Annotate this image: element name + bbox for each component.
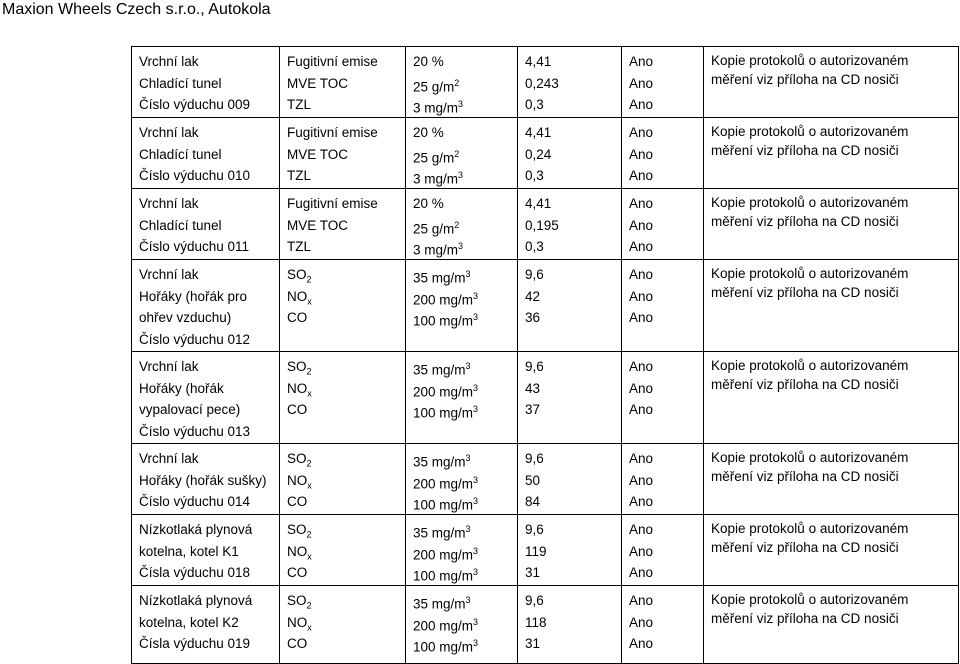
emission-limit-cell [406, 189, 518, 260]
compliance-status: Ano [629, 217, 654, 233]
measured-value: 4,41 [525, 196, 552, 211]
emission-limit: 35 $mg/m^3$ [413, 595, 471, 612]
emission-limit: 200 $mg/m^3$ [413, 474, 479, 491]
pollutant: Fugitivní emise [287, 196, 378, 211]
measured-value: 0,195 [525, 217, 559, 233]
table-row [132, 515, 959, 586]
emission-limit: 25 $g/m^2$ [413, 148, 460, 165]
emission-limit: 35 $mg/m^3$ [413, 269, 471, 286]
emission-limit-cell [406, 47, 518, 118]
compliance-status-cell [622, 352, 704, 444]
pollutant: CO [287, 494, 308, 509]
measured-value-cell [518, 515, 622, 586]
table-row [132, 586, 959, 664]
note-cell [704, 352, 959, 444]
measured-value: 42 [525, 288, 541, 304]
emission-source: Nízkotlaká plynová kotelna, kotel K1 Čísla výduchu 018 [139, 522, 253, 580]
compliance-status: Ano [629, 614, 654, 630]
pollutant: $NO_x$ [287, 288, 312, 307]
protocol-note: Kopie protokolů o autorizovaném měření viz příloha na CD nosiči [711, 521, 909, 555]
compliance-status-cell [622, 586, 704, 664]
emission-limit: 200 $mg/m^3$ [413, 545, 479, 562]
emission-limit: 20 % [413, 125, 444, 140]
measured-value: 36 [525, 310, 541, 325]
pollutant: CO [287, 565, 308, 580]
measured-value: 43 [525, 380, 541, 396]
emission-source-cell [132, 189, 280, 260]
table-row [132, 118, 959, 189]
emission-limit: 100 $mg/m^3$ [413, 404, 479, 421]
measured-value: 37 [525, 402, 541, 417]
note-cell [704, 47, 959, 118]
emission-source-cell [132, 586, 280, 664]
emission-limit: 200 $mg/m^3$ [413, 290, 479, 307]
compliance-status: Ano [629, 522, 654, 537]
emission-source-cell [132, 352, 280, 444]
compliance-status: Ano [629, 168, 654, 183]
measured-value-cell [518, 189, 622, 260]
note-cell [704, 189, 959, 260]
compliance-status: Ano [629, 494, 654, 509]
protocol-note: Kopie protokolů o autorizovaném měření viz příloha na CD nosiči [711, 53, 909, 87]
emission-source: Vrchní lak Hořáky (hořák vypalovací pece) Číslo výduchu 013 [139, 359, 251, 439]
pollutant-cell [280, 189, 406, 260]
emission-source-cell [132, 444, 280, 515]
protocol-note: Kopie protokolů o autorizovaném měření viz příloha na CD nosiči [711, 358, 909, 392]
note-cell [704, 586, 959, 664]
emission-source: Vrchní lak Hořáky (hořák sušky) Číslo výduchu 014 [139, 451, 267, 509]
measured-value-cell [518, 47, 622, 118]
pollutant: $NO_x$ [287, 472, 312, 491]
emission-source: Vrchní lak Chladící tunel Číslo výduchu 009 [139, 54, 251, 112]
emission-source-cell [132, 47, 280, 118]
measured-value: 0,3 [525, 97, 544, 112]
pollutant-cell [280, 260, 406, 352]
measured-value-cell [518, 586, 622, 664]
emission-limit: 3 $mg/m^3$ [413, 241, 464, 258]
emission-limit: 35 $mg/m^3$ [413, 524, 471, 541]
emission-limit-cell [406, 260, 518, 352]
emission-limit-cell [406, 586, 518, 664]
measured-value: 119 [525, 543, 547, 559]
measured-value: 50 [525, 472, 541, 488]
emission-limit: 100 $mg/m^3$ [413, 638, 479, 655]
emission-limit: 100 $mg/m^3$ [413, 312, 479, 329]
compliance-status: Ano [629, 565, 654, 580]
measured-value: 0,3 [525, 168, 544, 183]
measured-value-cell [518, 260, 622, 352]
note-cell [704, 118, 959, 189]
emission-source: Nízkotlaká plynová kotelna, kotel K2 Čísla výduchu 019 [139, 593, 253, 651]
compliance-status: Ano [629, 239, 654, 254]
pollutant: CO [287, 636, 308, 651]
measured-value: 0,24 [525, 146, 552, 162]
compliance-status: Ano [629, 97, 654, 112]
pollutant-cell [280, 515, 406, 586]
emission-source: Vrchní lak Chladící tunel Číslo výduchu 011 [139, 196, 250, 254]
measured-value-cell [518, 444, 622, 515]
table-row [132, 47, 959, 118]
pollutant: $NO_x$ [287, 380, 312, 399]
emission-limit: 100 $mg/m^3$ [413, 567, 479, 584]
compliance-status: Ano [629, 146, 654, 162]
pollutant-cell [280, 352, 406, 444]
protocol-note: Kopie protokolů o autorizovaném měření viz příloha na CD nosiči [711, 124, 909, 158]
measured-value: 9,6 [525, 593, 544, 608]
pollutant-cell [280, 118, 406, 189]
emission-limit: 200 $mg/m^3$ [413, 382, 479, 399]
measured-value-cell [518, 352, 622, 444]
pollutant: MVE TOC [287, 217, 349, 233]
note-cell [704, 260, 959, 352]
pollutant: $SO_2$ [287, 359, 312, 377]
page-title: Maxion Wheels Czech s.r.o., Autokola [2, 1, 271, 18]
protocol-note: Kopie protokolů o autorizovaném měření viz příloha na CD nosiči [711, 195, 909, 229]
emission-limit: 200 $mg/m^3$ [413, 616, 479, 633]
compliance-status: Ano [629, 593, 654, 608]
compliance-status: Ano [629, 125, 654, 140]
compliance-status: Ano [629, 359, 654, 374]
emission-limit: 25 $g/m^2$ [413, 219, 460, 236]
pollutant: TZL [287, 239, 312, 254]
compliance-status-cell [622, 189, 704, 260]
pollutant: Fugitivní emise [287, 54, 378, 69]
emission-limit-cell [406, 515, 518, 586]
emission-source-cell [132, 260, 280, 352]
pollutant: TZL [287, 97, 312, 112]
measured-value: 9,6 [525, 359, 544, 374]
pollutant-cell [280, 444, 406, 515]
note-cell [704, 515, 959, 586]
measured-value: 84 [525, 494, 541, 509]
emission-limit: 3 $mg/m^3$ [413, 99, 464, 116]
pollutant-cell [280, 586, 406, 664]
compliance-status: Ano [629, 402, 654, 417]
measured-value: 4,41 [525, 125, 552, 140]
protocol-note: Kopie protokolů o autorizovaném měření viz příloha na CD nosiči [711, 592, 909, 626]
emission-limit: 20 % [413, 196, 444, 211]
compliance-status: Ano [629, 196, 654, 211]
measured-value-cell [518, 118, 622, 189]
pollutant: $NO_x$ [287, 543, 312, 562]
emission-limit-cell [406, 118, 518, 189]
table-row [132, 189, 959, 260]
pollutant: $SO_2$ [287, 522, 312, 540]
measured-value: 9,6 [525, 451, 544, 466]
pollutant: MVE TOC [287, 146, 349, 162]
compliance-status-cell [622, 260, 704, 352]
table-row [132, 260, 959, 352]
measured-value: 0,3 [525, 239, 544, 254]
compliance-status-cell [622, 47, 704, 118]
measured-value: 118 [525, 614, 547, 630]
measured-value: 31 [525, 565, 541, 580]
emission-limit: 25 $g/m^2$ [413, 77, 460, 94]
compliance-status-cell [622, 515, 704, 586]
protocol-note: Kopie protokolů o autorizovaném měření viz příloha na CD nosiči [711, 266, 909, 300]
pollutant-cell [280, 47, 406, 118]
emission-limit: 100 $mg/m^3$ [413, 496, 479, 513]
compliance-status: Ano [629, 288, 654, 304]
pollutant: $SO_2$ [287, 593, 312, 611]
measured-value: 9,6 [525, 522, 544, 537]
pollutant: CO [287, 310, 308, 325]
note-cell [704, 444, 959, 515]
compliance-status: Ano [629, 380, 654, 396]
pollutant: TZL [287, 168, 312, 183]
compliance-status: Ano [629, 310, 654, 325]
compliance-status: Ano [629, 75, 654, 91]
compliance-status: Ano [629, 54, 654, 69]
table-row [132, 352, 959, 444]
emission-source-cell [132, 515, 280, 586]
compliance-status: Ano [629, 472, 654, 488]
measured-value: 9,6 [525, 267, 544, 282]
emission-limit: 35 $mg/m^3$ [413, 361, 471, 378]
emission-source-cell [132, 118, 280, 189]
emission-source: Vrchní lak Chladící tunel Číslo výduchu 010 [139, 125, 251, 183]
compliance-status: Ano [629, 267, 654, 282]
compliance-status: Ano [629, 636, 654, 651]
compliance-status-cell [622, 444, 704, 515]
pollutant: $NO_x$ [287, 614, 312, 633]
emission-limit-cell [406, 352, 518, 444]
compliance-status: Ano [629, 543, 654, 559]
pollutant: Fugitivní emise [287, 125, 378, 140]
emission-limit: 20 % [413, 54, 444, 69]
measured-value: 0,243 [525, 75, 559, 91]
pollutant: MVE TOC [287, 75, 349, 91]
compliance-status-cell [622, 118, 704, 189]
measured-value: 31 [525, 636, 541, 651]
pollutant: $SO_2$ [287, 267, 312, 285]
compliance-status: Ano [629, 451, 654, 466]
pollutant: CO [287, 402, 308, 417]
emission-limit: 35 $mg/m^3$ [413, 453, 471, 470]
measured-value: 4,41 [525, 54, 552, 69]
emission-limit-cell [406, 444, 518, 515]
pollutant: $SO_2$ [287, 451, 312, 469]
table-row [132, 444, 959, 515]
emission-limit: 3 $mg/m^3$ [413, 170, 464, 187]
emissions-table [131, 46, 959, 664]
emission-source: Vrchní lak Hořáky (hořák pro ohřev vzduchu) Číslo výduchu 012 [139, 267, 251, 347]
protocol-note: Kopie protokolů o autorizovaném měření viz příloha na CD nosiči [711, 450, 909, 484]
